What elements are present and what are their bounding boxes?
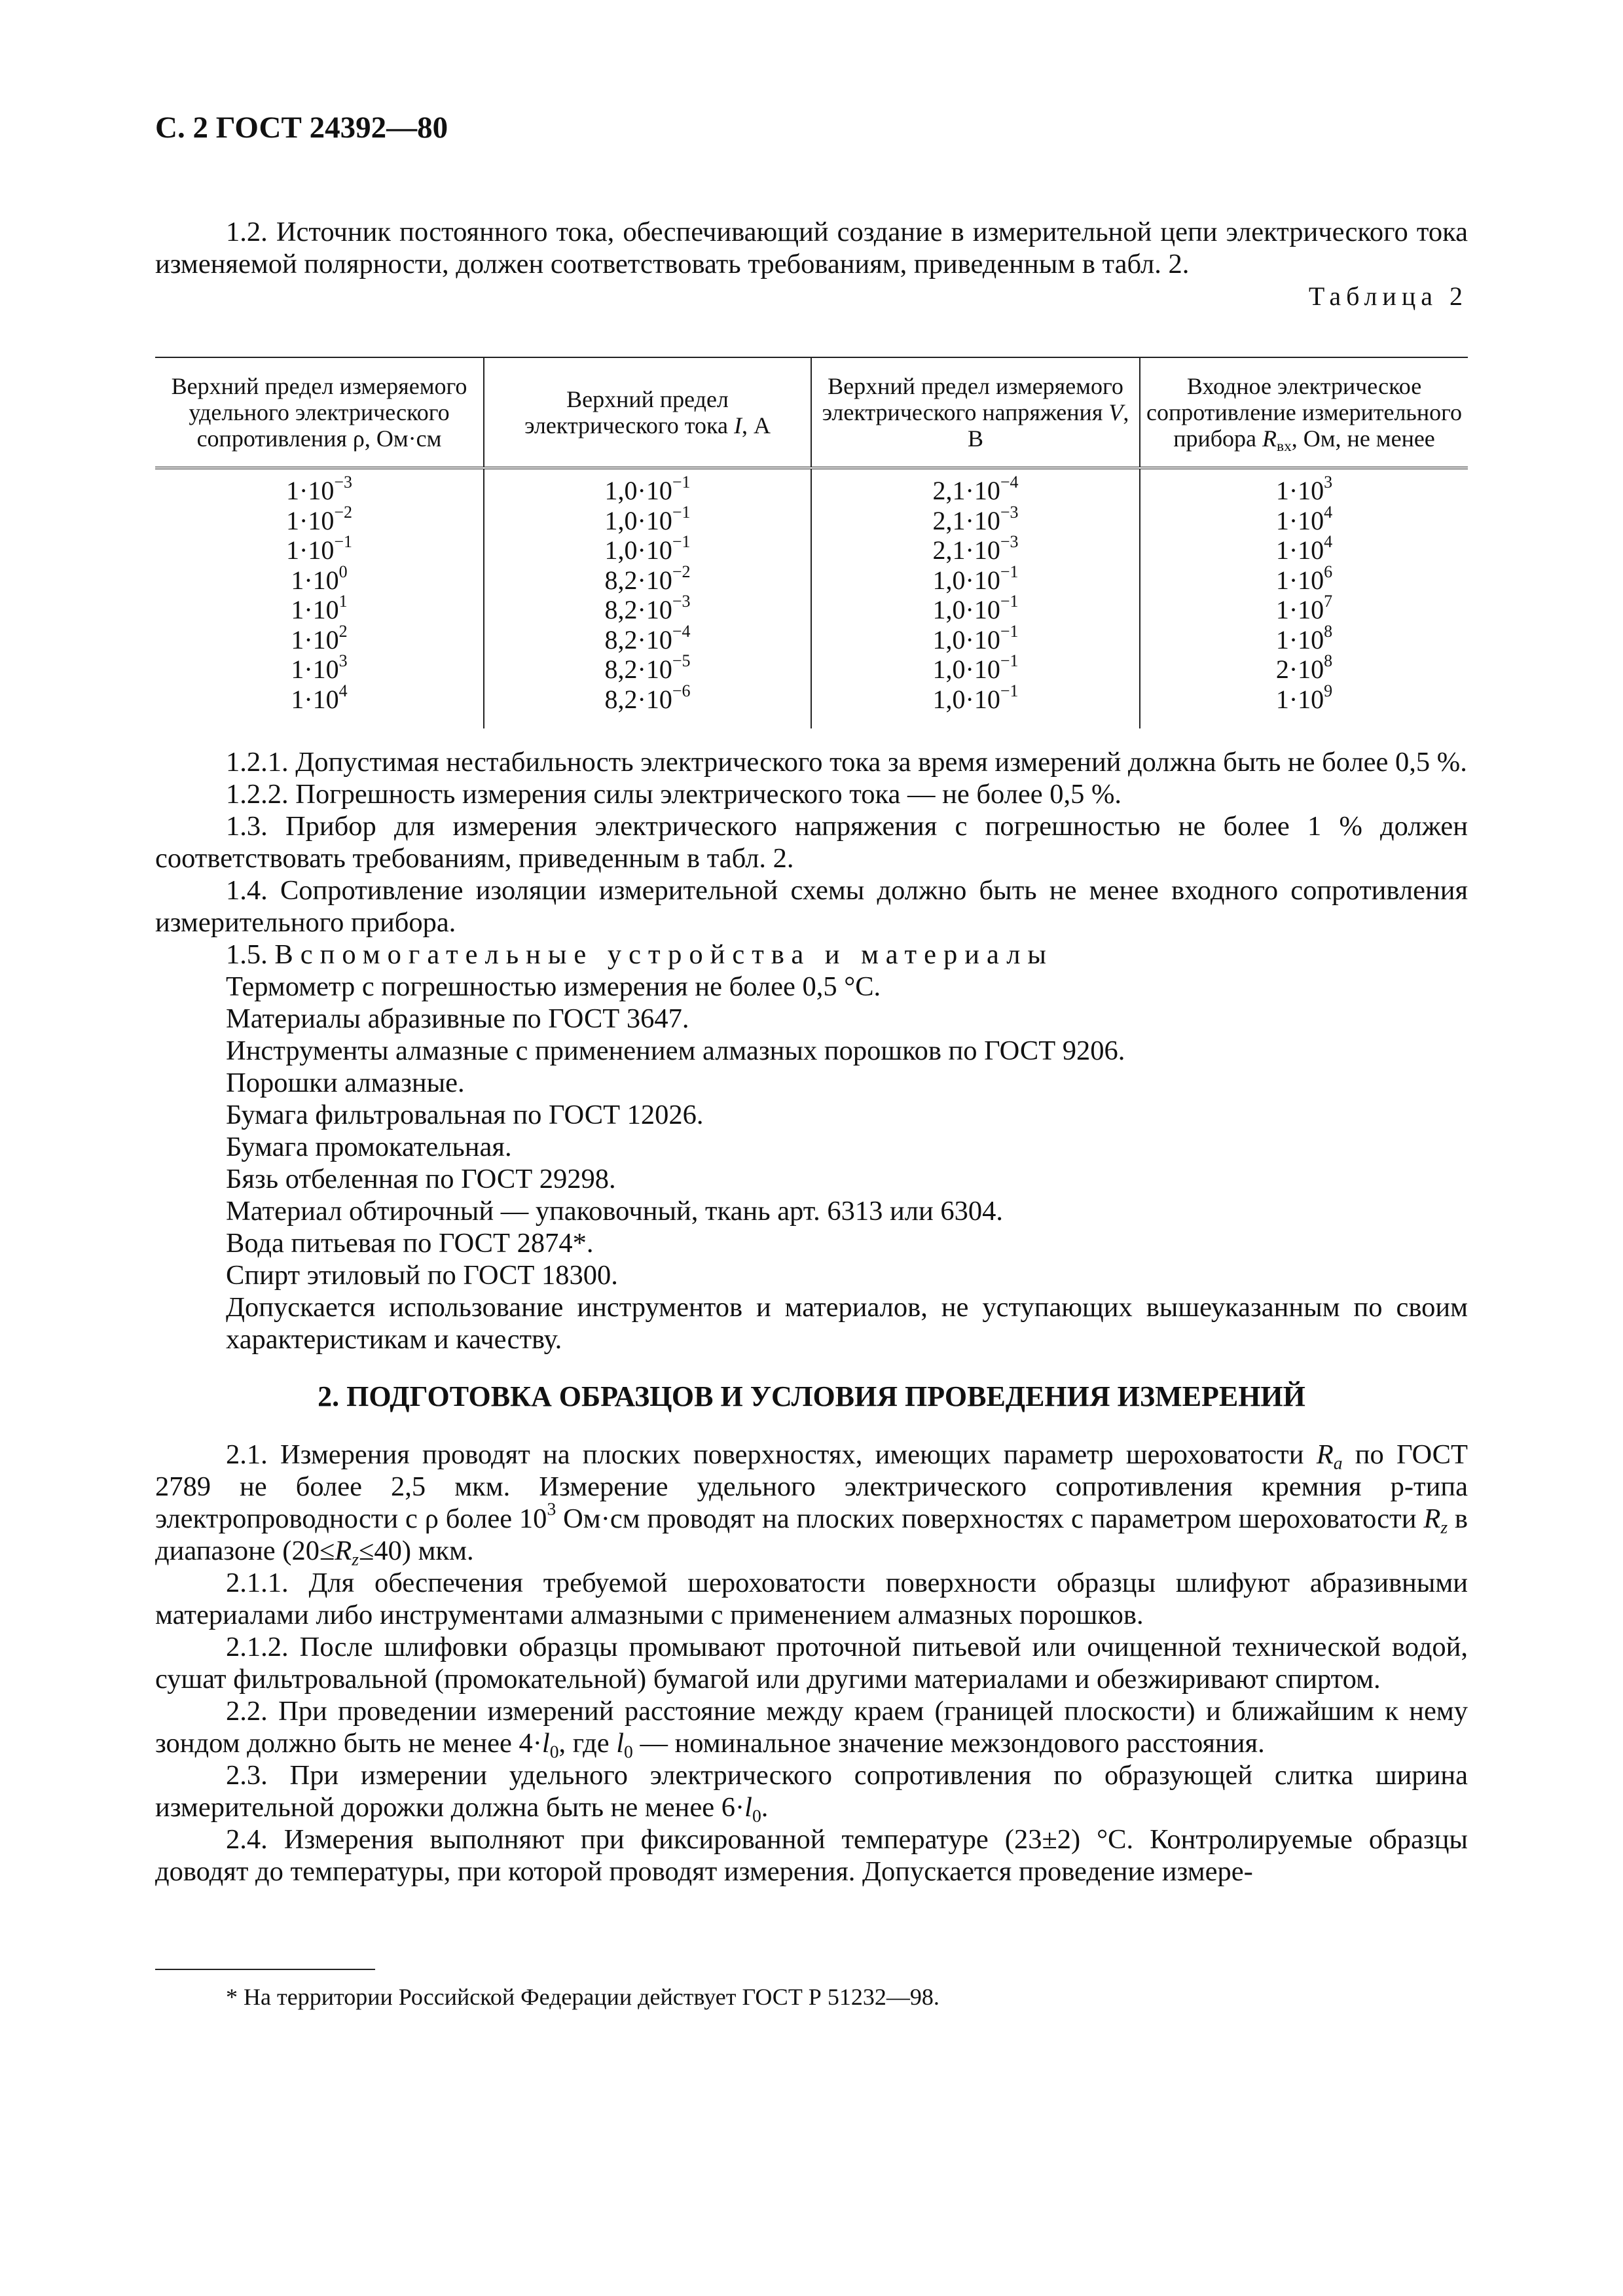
table-row <box>155 625 1468 655</box>
list-item: Инструменты алмазные с применением алмазных порошков по ГОСТ 9206. <box>226 1035 1125 1066</box>
cell-input-resistance: $1\cdot 10^6$ <box>1140 565 1468 596</box>
cell-resistivity: $1\cdot 10^{-1}$ <box>286 531 352 565</box>
page-header: С. 2 ГОСТ 24392—80 <box>155 111 448 145</box>
cell-resistivity: $1\cdot 10^2$ <box>291 621 348 655</box>
cell-current: $8,2\cdot 10^{-4}$ <box>484 625 811 655</box>
table-header-row <box>155 357 1468 468</box>
cell-resistivity: $1\cdot 10^0$ <box>291 562 348 595</box>
cell-current: $1,0\cdot 10^{-1}$ <box>484 468 811 506</box>
materials-list <box>155 971 1468 1291</box>
paragraph-1-2-2: 1.2.2. Погрешность измерения силы электрического тока — не более 0,5 %. <box>226 779 1122 810</box>
cell-input-resistance: $1\cdot 10^3$ <box>1140 468 1468 506</box>
list-item: Бязь отбеленная по ГОСТ 29298. <box>226 1164 616 1194</box>
cell-input-resistance: $2\cdot 10^8$ <box>1140 655 1468 685</box>
section-2-title: 2. ПОДГОТОВКА ОБРАЗЦОВ И УСЛОВИЯ ПРОВЕДЕНИЯ ИЗМЕРЕНИЙ <box>318 1380 1305 1412</box>
list-item: Порошки алмазные. <box>226 1067 465 1098</box>
paragraph-2-2: 2.2. При проведении измерений расстояние между краем (границей плоскости) и ближайшим к нему зондом должно быть не менее $4\cdot l_0$, где $l_0$ — номинальное значение межзондового расстояния. <box>155 1696 1468 1762</box>
cell-resistivity: $1\cdot 10^{-3}$ <box>286 472 352 505</box>
list-item: Материалы абразивные по ГОСТ 3647. <box>226 1003 689 1034</box>
cell-voltage: $1,0\cdot 10^{-1}$ <box>811 565 1140 596</box>
cell-resistivity: $1\cdot 10^3$ <box>291 651 348 684</box>
list-item: Бумага фильтровальная по ГОСТ 12026. <box>226 1100 704 1130</box>
header-voltage: Верхний предел измеряемого электрического напряжения V, В <box>811 357 1140 468</box>
cell-voltage: $1,0\cdot 10^{-1}$ <box>811 655 1140 685</box>
cell-current: $8,2\cdot 10^{-5}$ <box>484 655 811 685</box>
table-row <box>155 655 1468 685</box>
table-body <box>155 468 1468 728</box>
cell-input-resistance: $1\cdot 10^8$ <box>1140 625 1468 655</box>
table-row <box>155 565 1468 596</box>
list-item: Материал обтирочный — упаковочный, ткань арт. 6313 или 6304. <box>226 1196 1003 1227</box>
table-row <box>155 506 1468 536</box>
cell-voltage: $2,1\cdot 10^{-3}$ <box>811 506 1140 536</box>
table-row <box>155 685 1468 729</box>
cell-voltage: $1,0\cdot 10^{-1}$ <box>811 685 1140 729</box>
paragraph-2-1-2: 2.1.2. После шлифовки образцы промывают проточной питьевой или очищенной технической водой, сушат фильтровальной (промокательной) бумагой или другими материалами и обезжиривают спиртом. <box>155 1632 1468 1695</box>
cell-current: $8,2\cdot 10^{-2}$ <box>484 565 811 596</box>
paragraph-1-3: 1.3. Прибор для измерения электрического напряжения с погрешностью не более 1 % должен соответствовать требованиям, приведенным в табл. 2. <box>155 811 1468 874</box>
paragraph-allowance: Допускается использование инструментов и материалов, не уступающих вышеуказанным по своим характеристикам и качеству. <box>226 1292 1468 1355</box>
paragraph-1-2: 1.2. Источник постоянного тока, обеспечивающий создание в измерительной цепи электрического тока изменяемой полярности, должен соответствовать требованиям, приведенным в табл. 2. <box>155 217 1468 279</box>
footnote-rule <box>155 1969 375 1970</box>
cell-current: $8,2\cdot 10^{-6}$ <box>484 685 811 729</box>
paragraph-1-5: 1.5. Вспомогательные устройства и материалы <box>226 939 1053 970</box>
paragraph-2-1-1: 2.1.1. Для обеспечения требуемой шероховатости поверхности образцы шлифуют абразивными материалами либо инструментами алмазными с применением алмазных порошков. <box>155 1568 1468 1630</box>
cell-input-resistance: $1\cdot 10^9$ <box>1140 685 1468 729</box>
cell-input-resistance: $1\cdot 10^7$ <box>1140 595 1468 625</box>
table-caption: Таблица 2 <box>1308 281 1468 311</box>
cell-current: $8,2\cdot 10^{-3}$ <box>484 595 811 625</box>
list-item: Бумага промокательная. <box>226 1132 512 1162</box>
cell-resistivity: $1\cdot 10^4$ <box>291 681 348 714</box>
paragraph-2-1: 2.1. Измерения проводят на плоских поверхностях, имеющих параметр шероховатости $R_a$ по ГОСТ 2789 не более 2,5 мкм. Измерение удельного электрического сопротивления кремния р-типа электропроводности с ρ более $10^3$ Ом·см проводят на плоских поверхностях с параметром шероховатости $R_z$ в диапазоне $(20\le R_z\le 40)$ мкм. <box>155 1439 1468 1570</box>
cell-voltage: $1,0\cdot 10^{-1}$ <box>811 595 1140 625</box>
cell-voltage: $1,0\cdot 10^{-1}$ <box>811 625 1140 655</box>
header-current: Верхний предел электрического тока I, А <box>484 357 811 468</box>
cell-input-resistance: $1\cdot 10^4$ <box>1140 535 1468 565</box>
table-row <box>155 535 1468 565</box>
paragraph-2-3: 2.3. При измерении удельного электрического сопротивления по образующей слитка ширина измерительной дорожки должна быть не менее $6\cdot l_0$. <box>155 1760 1468 1826</box>
table-row <box>155 468 1468 506</box>
paragraph-1-4: 1.4. Сопротивление изоляции измерительной схемы должно быть не менее входного сопротивления измерительного прибора. <box>155 875 1468 938</box>
cell-current: $1,0\cdot 10^{-1}$ <box>484 535 811 565</box>
table-2 <box>155 357 1468 728</box>
footnote: * На территории Российской Федерации действует ГОСТ Р 51232—98. <box>226 1984 939 2010</box>
table-row <box>155 595 1468 625</box>
cell-input-resistance: $1\cdot 10^4$ <box>1140 506 1468 536</box>
section-title-spaced: Вспомогательные устройства и материалы <box>274 939 1053 970</box>
cell-resistivity: $1\cdot 10^{-2}$ <box>286 502 352 535</box>
intro-block <box>155 216 1468 312</box>
paragraph-1-2-1: 1.2.1. Допустимая нестабильность электрического тока за время измерений должна быть не более 0,5 %. <box>226 747 1467 778</box>
cell-voltage: $2,1\cdot 10^{-3}$ <box>811 535 1140 565</box>
list-item: Спирт этиловый по ГОСТ 18300. <box>226 1260 618 1291</box>
main-text <box>155 746 1468 1888</box>
list-item: Термометр с погрешностью измерения не более 0,5 °С. <box>226 971 881 1002</box>
header-resistivity: Верхний предел измеряемого удельного электрического сопротивления ρ, Ом·см <box>155 357 484 468</box>
header-input-resistance: Входное электрическое сопротивление измерительного прибора $R_{вх}$, Ом, не менее <box>1140 357 1468 468</box>
cell-resistivity: $1\cdot 10^1$ <box>291 591 348 624</box>
paragraph-2-4: 2.4. Измерения выполняют при фиксированной температуре (23±2) °С. Контролируемые образцы доводят до температуры, при которой проводят измерения. Допускается проведение измере- <box>155 1824 1468 1887</box>
cell-voltage: $2,1\cdot 10^{-4}$ <box>811 468 1140 506</box>
cell-current: $1,0\cdot 10^{-1}$ <box>484 506 811 536</box>
list-item: Вода питьевая по ГОСТ 2874*. <box>226 1228 594 1259</box>
